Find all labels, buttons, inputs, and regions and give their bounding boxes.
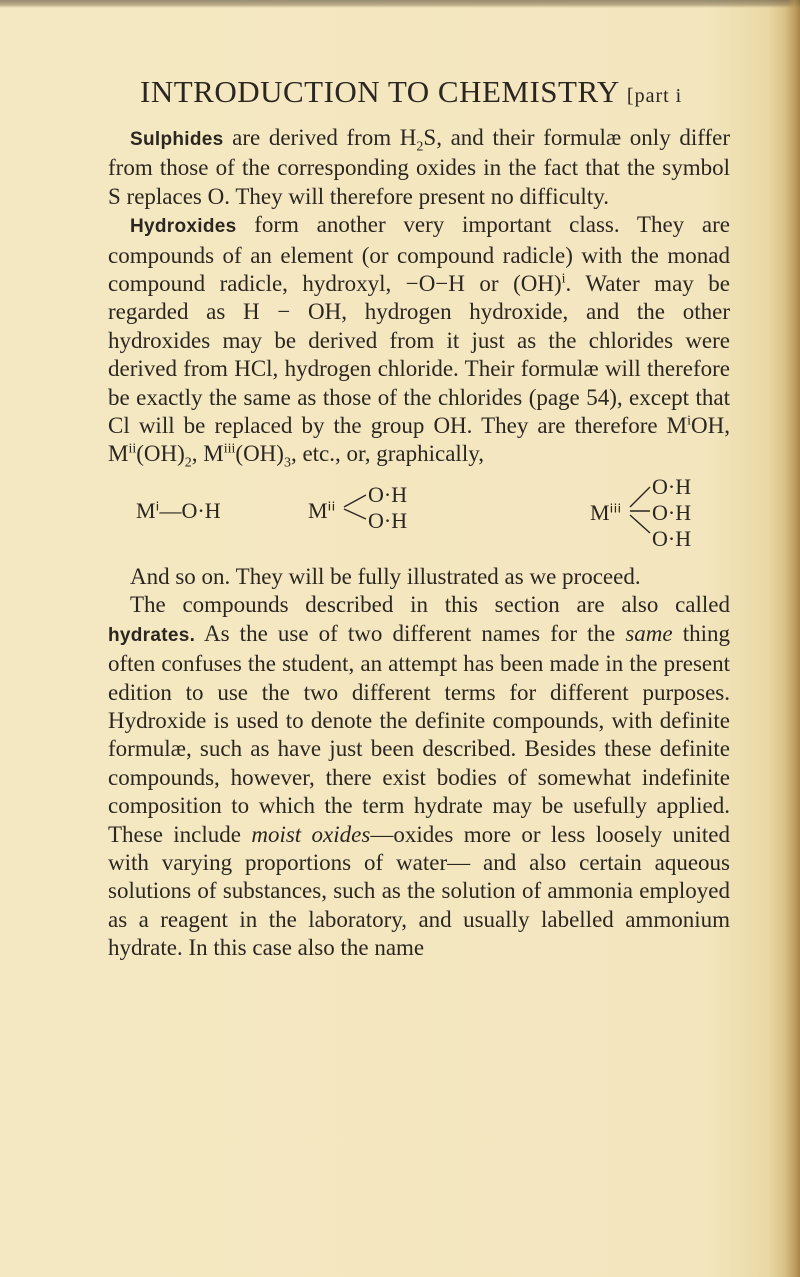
page-right-edge bbox=[786, 0, 800, 1277]
running-head-part: [part i bbox=[626, 85, 683, 107]
page-top-shadow bbox=[0, 0, 800, 8]
formula-triad-oh-top: O·H bbox=[652, 473, 692, 499]
structural-formulas bbox=[108, 473, 730, 557]
formula-dyad-oh-top: O·H bbox=[368, 481, 408, 507]
heading-sulphides: Sulphides bbox=[130, 129, 224, 150]
term-hydrates: hydrates. bbox=[108, 624, 196, 646]
formula-dyad-metal: Mⁱⁱ bbox=[308, 497, 336, 523]
paragraph-hydrates: The compounds described in this section are also called hydrates. As the use of two different names for the same thing often confuses the student, an attempt has been made in the present edition to use the two different terms for different purposes. Hydroxide is used to denote the definite compounds, with definite formulæ, such as have just been described. Besides these definite compounds, however, there exist bodies of somewhat indefinite composition to which the term hydrate may be usefully applied. These include moist oxides—oxides more or less loosely united with varying proportions of water— and also certain aqueous solutions of substances, such as the solution of ammonia employed as a reagent in the laboratory, and usually labelled ammonium hydrate. In this case also the name bbox=[108, 592, 730, 961]
formula-triad-oh-middle: O·H bbox=[652, 499, 692, 525]
running-head-title: INTRODUCTION TO CHEMISTRY bbox=[140, 74, 619, 109]
paragraph-hydroxides: Hydroxides form another very important class. They are compounds of an element (or compound radicle) with the monad compound radicle, hydroxyl, −O−H or (OH)$^i$. Water may be regarded as H − OH, hydrogen hydroxide, and the other hydroxides may be derived from it just as the chlorides were derived from HCl, hydrogen chloride. Their formulæ will therefore be exactly the same as those of the chlorides (page 54), except that Cl will be replaced by the group OH. They are therefore $M^iOH$, $M^{ii}(OH)_2$, $M^{iii}(OH)_3$, etc., or, graphically, bbox=[108, 212, 730, 472]
heading-hydroxides: Hydroxides bbox=[130, 216, 237, 238]
formula-dyad-oh-bottom: O·H bbox=[368, 507, 408, 533]
formula-triad-oh-bottom: O·H bbox=[652, 525, 692, 551]
formula-monad: Mⁱ—O·H bbox=[136, 497, 221, 523]
formula-triad-metal: Mⁱⁱⁱ bbox=[590, 499, 622, 525]
paragraph-sulphides: Sulphides are derived from $H_2S$, and their formulæ only differ from those of the corresponding oxides in the fact that the symbol S replaces O. They will therefore present no difficulty. bbox=[108, 125, 730, 209]
paragraph-and-so-on: And so on. They will be fully illustrated as we proceed. bbox=[130, 563, 641, 589]
running-head bbox=[140, 74, 682, 110]
body-text bbox=[108, 124, 730, 963]
